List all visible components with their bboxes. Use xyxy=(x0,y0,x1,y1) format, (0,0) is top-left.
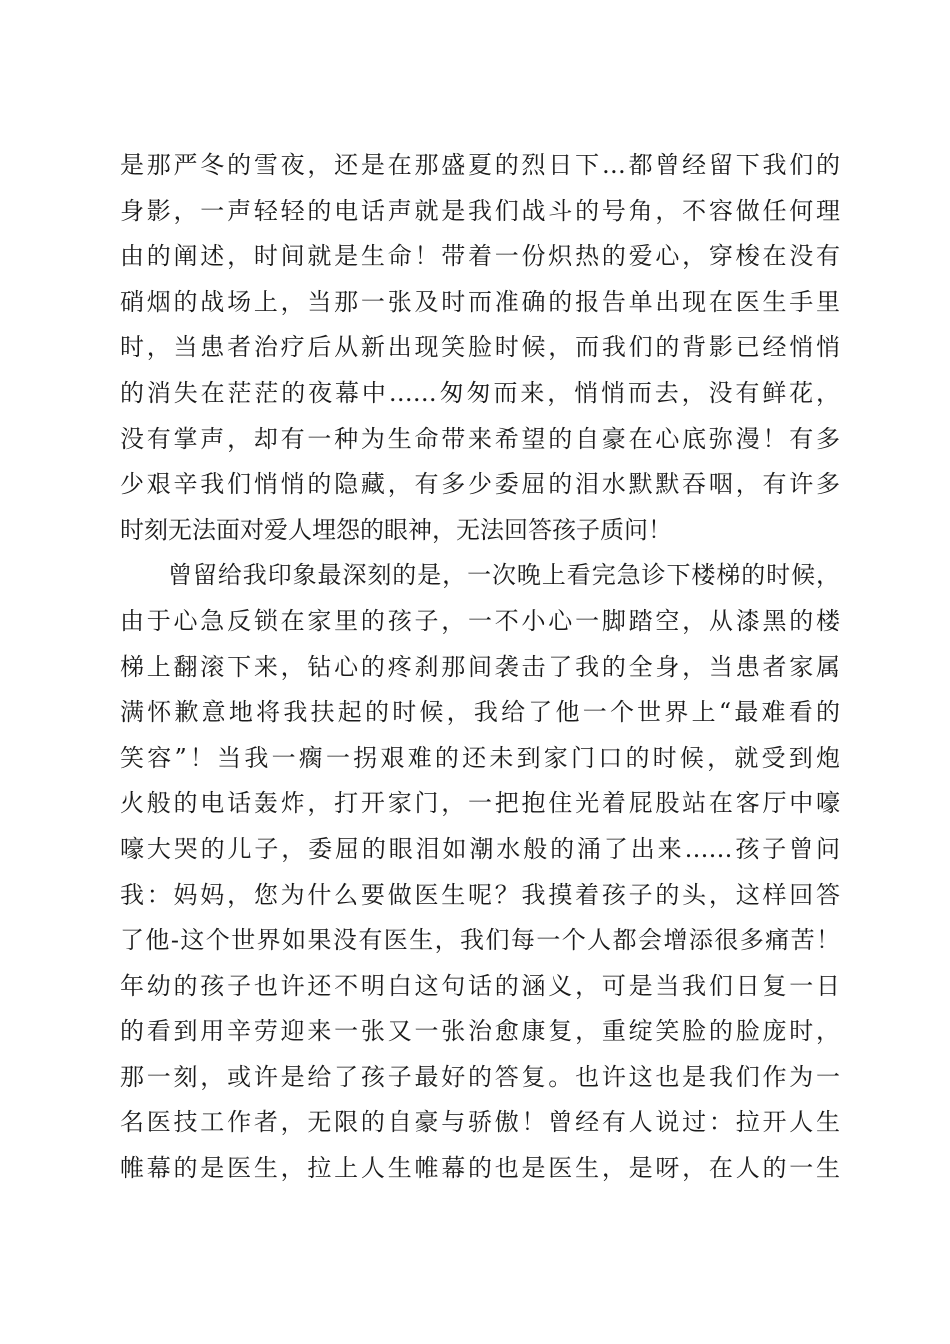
paragraph-1-line-1: 是那严冬的雪夜，还是在那盛夏的烈日下…都曾经留下我们的 xyxy=(120,151,840,179)
paragraph-2-line-11: 的看到用辛劳迎来一张又一张治愈康复，重绽笑脸的脸庞时， xyxy=(120,1017,840,1046)
paragraph-2-line-9: 了他-这个世界如果没有医生，我们每一个人都会增添很多痛苦！ xyxy=(120,926,840,955)
paragraph-2-line-12: 那一刻，或许是给了孩子最好的答复。也许这也是我们作为一 xyxy=(120,1062,840,1091)
paragraph-2-line-3: 梯上翻滚下来，钻心的疼刹那间袭击了我的全身，当患者家属 xyxy=(120,652,840,681)
paragraph-1-line-4: 硝烟的战场上，当那一张及时而准确的报告单出现在医生手里 xyxy=(120,287,840,316)
paragraph-2-line-2: 由于心急反锁在家里的孩子，一不小心一脚踏空，从漆黑的楼 xyxy=(120,606,840,635)
paragraph-2-line-4: 满怀歉意地将我扶起的时候，我给了他一个世界上“最难看的 xyxy=(120,698,840,727)
paragraph-2-line-13: 名医技工作者，无限的自豪与骄傲！曾经有人说过：拉开人生 xyxy=(120,1108,840,1137)
paragraph-2-line-1: 曾留给我印象最深刻的是，一次晚上看完急诊下楼梯的时候， xyxy=(168,561,840,590)
paragraph-2-line-5: 笑容”！当我一瘸一拐艰难的还未到家门口的时候，就受到炮 xyxy=(120,743,840,772)
paragraph-1-line-6: 的消失在茫茫的夜幕中……匆匆而来，悄悄而去，没有鲜花， xyxy=(120,378,840,407)
paragraph-1-line-3: 由的阐述，时间就是生命！带着一份炽热的爱心，穿梭在没有 xyxy=(120,242,840,271)
paragraph-1-line-7: 没有掌声，却有一种为生命带来希望的自豪在心底弥漫！有多 xyxy=(120,424,840,453)
paragraph-2-line-10: 年幼的孩子也许还不明白这句话的涵义，可是当我们日复一日 xyxy=(120,971,840,1000)
paragraph-1-line-8: 少艰辛我们悄悄的隐藏，有多少委屈的泪水默默吞咽，有许多 xyxy=(120,470,840,499)
paragraph-2-line-14: 帷幕的是医生，拉上人生帷幕的也是医生，是呀，在人的一生 xyxy=(120,1154,840,1183)
paragraph-1-line-5: 时，当患者治疗后从新出现笑脸时候，而我们的背影已经悄悄 xyxy=(120,333,840,362)
paragraph-1-line-2: 身影，一声轻轻的电话声就是我们战斗的号角，不容做任何理 xyxy=(120,196,840,225)
paragraph-2-line-8: 我：妈妈，您为什么要做医生呢？我摸着孩子的头，这样回答 xyxy=(120,880,840,909)
paragraph-2 xyxy=(120,553,840,1191)
paragraph-2-line-6: 火般的电话轰炸，打开家门，一把抱住光着屁股站在客厅中嚎 xyxy=(120,789,840,818)
paragraph-2-line-7: 嚎大哭的儿子，委屈的眼泪如潮水般的涌了出来……孩子曾问 xyxy=(120,834,840,863)
paragraph-1-line-9: 时刻无法面对爱人埋怨的眼神，无法回答孩子质问！ xyxy=(120,515,672,544)
paragraph-1 xyxy=(120,143,840,553)
document-body xyxy=(120,143,840,1192)
